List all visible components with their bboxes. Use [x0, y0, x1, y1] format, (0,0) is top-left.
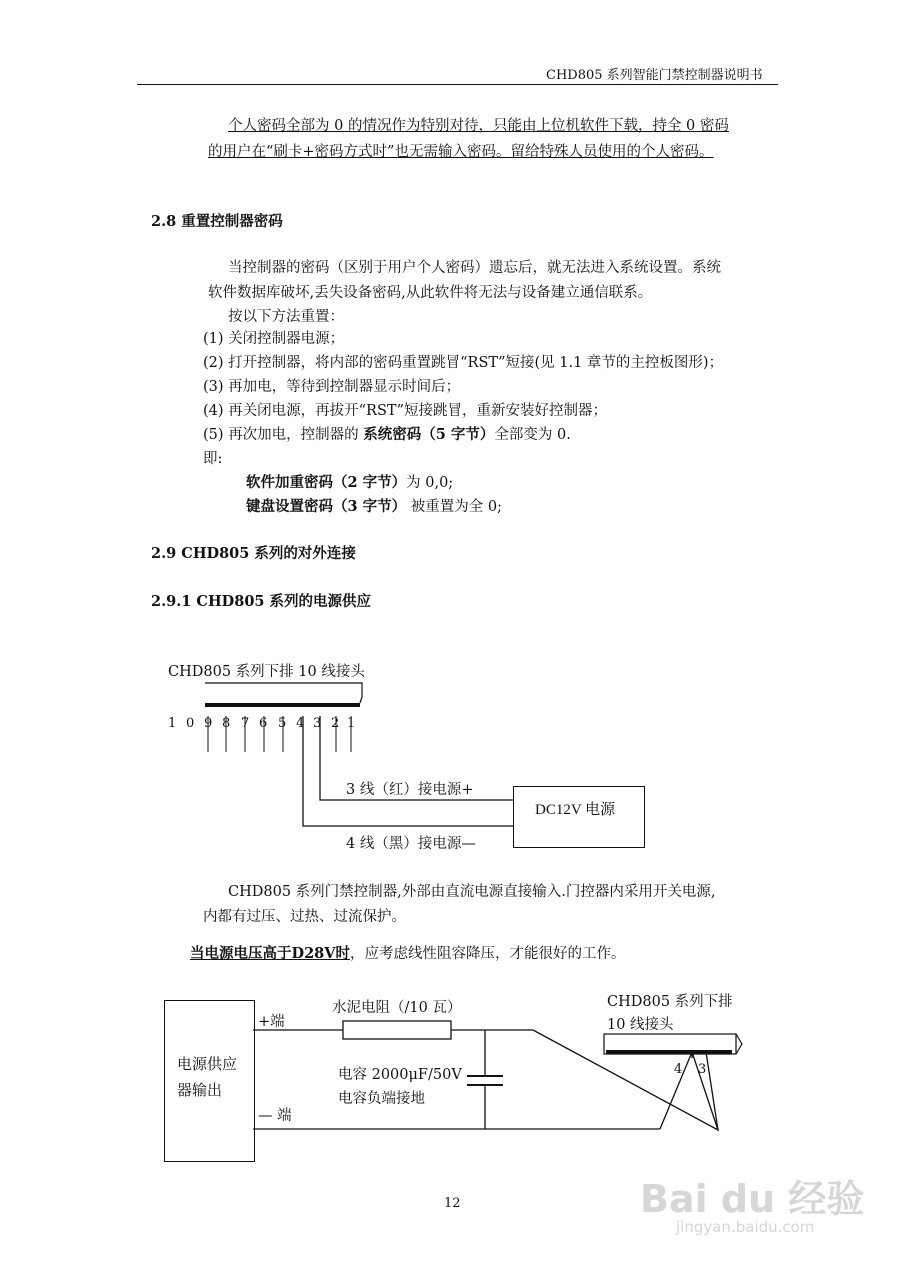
pin-label: 8 — [222, 716, 231, 731]
psu-label: DC12V 电源 — [535, 802, 616, 818]
voltage-note: 当电源电压高于D28V时，应考虑线性阻容降压，才能很好的工作。 — [190, 945, 626, 962]
watermark-url: jingyan.baidu.com — [676, 1218, 815, 1236]
minus-terminal-label: — 端 — [258, 1108, 292, 1124]
reset-ie: 即: — [203, 451, 223, 467]
section-2-9-title: 2.9 CHD805 系列的对外连接 — [151, 545, 356, 562]
pin-label: 7 — [241, 716, 250, 731]
section-2-8-title: 2.8 重置控制器密码 — [151, 213, 283, 230]
psu-para-line2: 内都有过压、过热、过流保护。 — [203, 909, 406, 925]
section-2-9-1-title: 2.9.1 CHD805 系列的电源供应 — [151, 593, 372, 610]
wire-to-pin3 — [706, 1052, 718, 1130]
capacitor-label-line2: 电容负端接地 — [338, 1091, 425, 1107]
psu-para-line1: CHD805 系列门禁控制器,外部由直流电源直接输入.门控器内采用开关电源, — [228, 884, 716, 900]
connector2-label-line2: 10 线接头 — [607, 1017, 674, 1033]
capacitor-label-line1: 电容 2000μF/50V — [338, 1067, 462, 1083]
connector2-label-line1: CHD805 系列下排 — [607, 994, 733, 1010]
pin-label: 5 — [278, 716, 287, 731]
intro-note-line2: 的用户在“刷卡+密码方式时”也无需输入密码。留给特殊人员使用的个人密码。 — [208, 144, 714, 160]
connector2-pin3: 3 — [698, 1062, 707, 1077]
intro-note-line1: 个人密码全部为 0 的情况作为特别对待，只能由上位机软件下载，持全 0 密码 — [228, 118, 729, 134]
pin-label: 6 — [259, 716, 268, 731]
supply-label-line1: 电源供应 — [177, 1055, 238, 1073]
pin-label: 0 — [186, 716, 195, 731]
resistor-label: 水泥电阻（/10 瓦） — [332, 1000, 462, 1016]
supply-label-line2: 器输出 — [177, 1081, 223, 1099]
reset-para-line1: 当控制器的密码（区别于用户个人密码）遗忘后，就无法进入系统设置。系统 — [228, 260, 721, 276]
keyboard-password-line: 键盘设置密码（3 字节） 被重置为全 0; — [246, 498, 502, 515]
plus-terminal-label: +端 — [258, 1014, 285, 1030]
resistor-symbol — [343, 1021, 451, 1039]
header-title: CHD805 系列智能门禁控制器说明书 — [546, 68, 763, 83]
pin-label: 3 — [313, 716, 322, 731]
pin-label: 1 — [168, 716, 177, 731]
watermark-logo: Bai du 经验 — [640, 1177, 865, 1221]
wire-plus-to-pin3 — [533, 1030, 718, 1130]
connector2-pin4: 4 — [674, 1062, 683, 1077]
reset-step-3: (3) 再加电，等待到控制器显示时间后； — [203, 379, 461, 395]
reset-para-line2: 软件数据库破坏,丢失设备密码,从此软件将无法与设备建立通信联系。 — [208, 285, 653, 301]
pin-label: 2 — [331, 716, 340, 731]
pin-label: 4 — [296, 716, 305, 731]
connector-label: CHD805 系列下排 10 线接头 — [168, 664, 365, 680]
page-number: 12 — [444, 1196, 461, 1211]
reset-method-intro: 按以下方法重置： — [228, 309, 344, 325]
reset-step-2: (2) 打开控制器，将内部的密码重置跳冒“RST”短接(见 1.1 章节的主控板图形)； — [203, 355, 724, 371]
wire-3-label: 3 线（红）接电源+ — [346, 782, 474, 798]
software-password-line: 软件加重密码（2 字节）为 0,0; — [246, 474, 454, 491]
pin-label: 1 — [347, 716, 356, 731]
wire-4-label: 4 线（黑）接电源— — [346, 836, 476, 852]
pin-label: 9 — [204, 716, 213, 731]
reset-step-5: (5) 再次加电，控制器的 系统密码（5 字节）全部变为 0. — [203, 426, 571, 443]
reset-step-4: (4) 再关闭电源，再拔开“RST”短接跳冒，重新安装好控制器； — [203, 403, 607, 419]
reset-step-1: (1) 关闭控制器电源； — [203, 331, 345, 347]
